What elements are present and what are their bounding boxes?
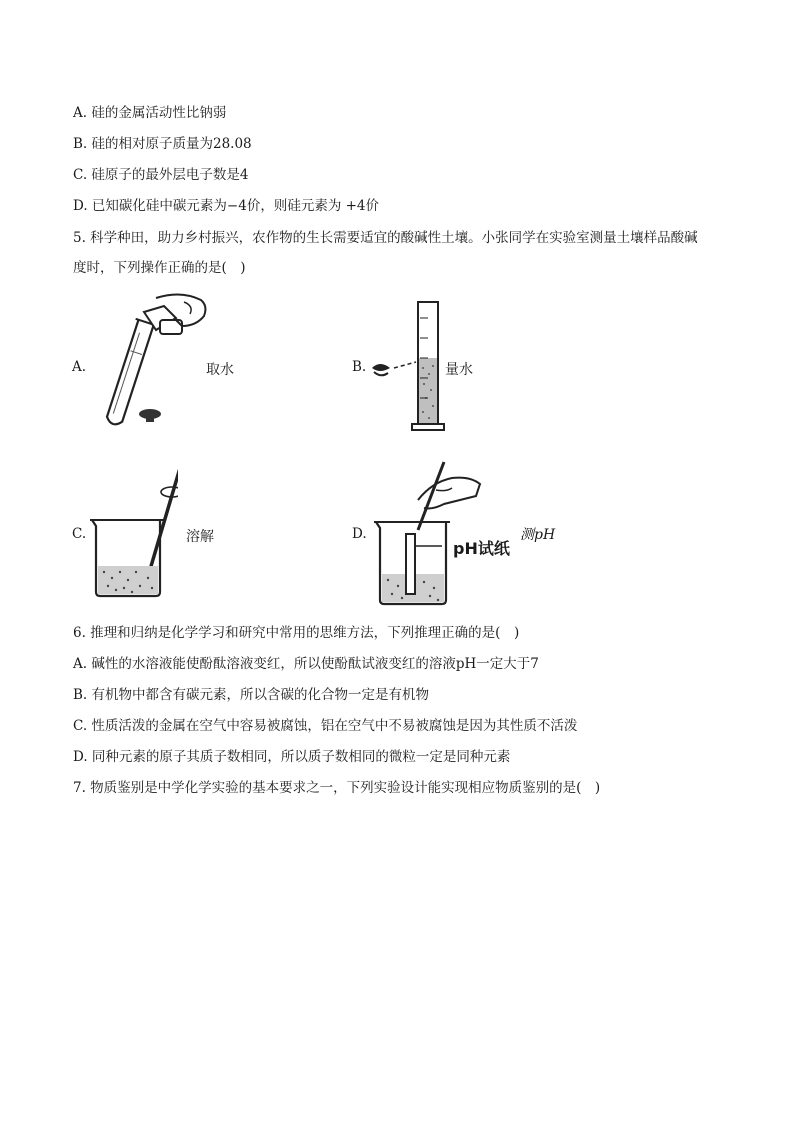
q5-option-b-caption: 量水 (445, 362, 473, 378)
q6-option-d: D. 同种元素的原子其质子数相同，所以质子数相同的微粒一定是同种元素 (73, 749, 511, 765)
graduated-cylinder-figure (366, 298, 446, 434)
q5-stem-line1: 5. 科学种田，助力乡村振兴，农作物的生长需要适宜的酸碱性土壤。小张同学在实验室测量土壤样品酸碱 (73, 230, 698, 246)
q4-option-b: B. 硅的相对原子质量为28.08 (73, 136, 252, 152)
q6-option-b: B. 有机物中都含有碳元素，所以含碳的化合物一定是有机物 (73, 687, 430, 703)
dissolving-beaker-figure (88, 468, 178, 600)
q5-option-b-label: B. (352, 359, 367, 375)
q6-option-c: C. 性质活泼的金属在空气中容易被腐蚀，铝在空气中不易被腐蚀是因为其性质不活泼 (73, 718, 578, 734)
q5-option-a-caption: 取水 (206, 362, 234, 378)
q5-stem-line2: 度时，下列操作正确的是( ) (73, 260, 246, 276)
pouring-water-figure (86, 292, 216, 437)
ph-test-figure (372, 460, 484, 610)
q6-option-a: A. 碱性的水溶液能使酚酞溶液变红，所以使酚酞试液变红的溶液pH一定大于7 (73, 656, 539, 672)
q7-stem: 7. 物质鉴别是中学化学实验的基本要求之一，下列实验设计能实现相应物质鉴别的是( ) (73, 780, 601, 796)
q4-option-a: A. 硅的金属活动性比钠弱 (73, 105, 227, 121)
q5-option-a-label: A. (72, 359, 87, 375)
ph-paper-label: pH试纸 (453, 539, 510, 558)
q6-stem: 6. 推理和归纳是化学学习和研究中常用的思维方法，下列推理正确的是( ) (73, 625, 520, 641)
q5-option-d-caption: 测pH (520, 527, 556, 543)
q4-option-c: C. 硅原子的最外层电子数是4 (73, 167, 249, 183)
q4-option-d: D. 已知碳化硅中碳元素为−4价，则硅元素为 +4价 (73, 198, 380, 214)
q5-option-c-label: C. (72, 526, 87, 542)
q5-option-d-label: D. (352, 526, 367, 542)
q5-option-c-caption: 溶解 (186, 529, 214, 545)
